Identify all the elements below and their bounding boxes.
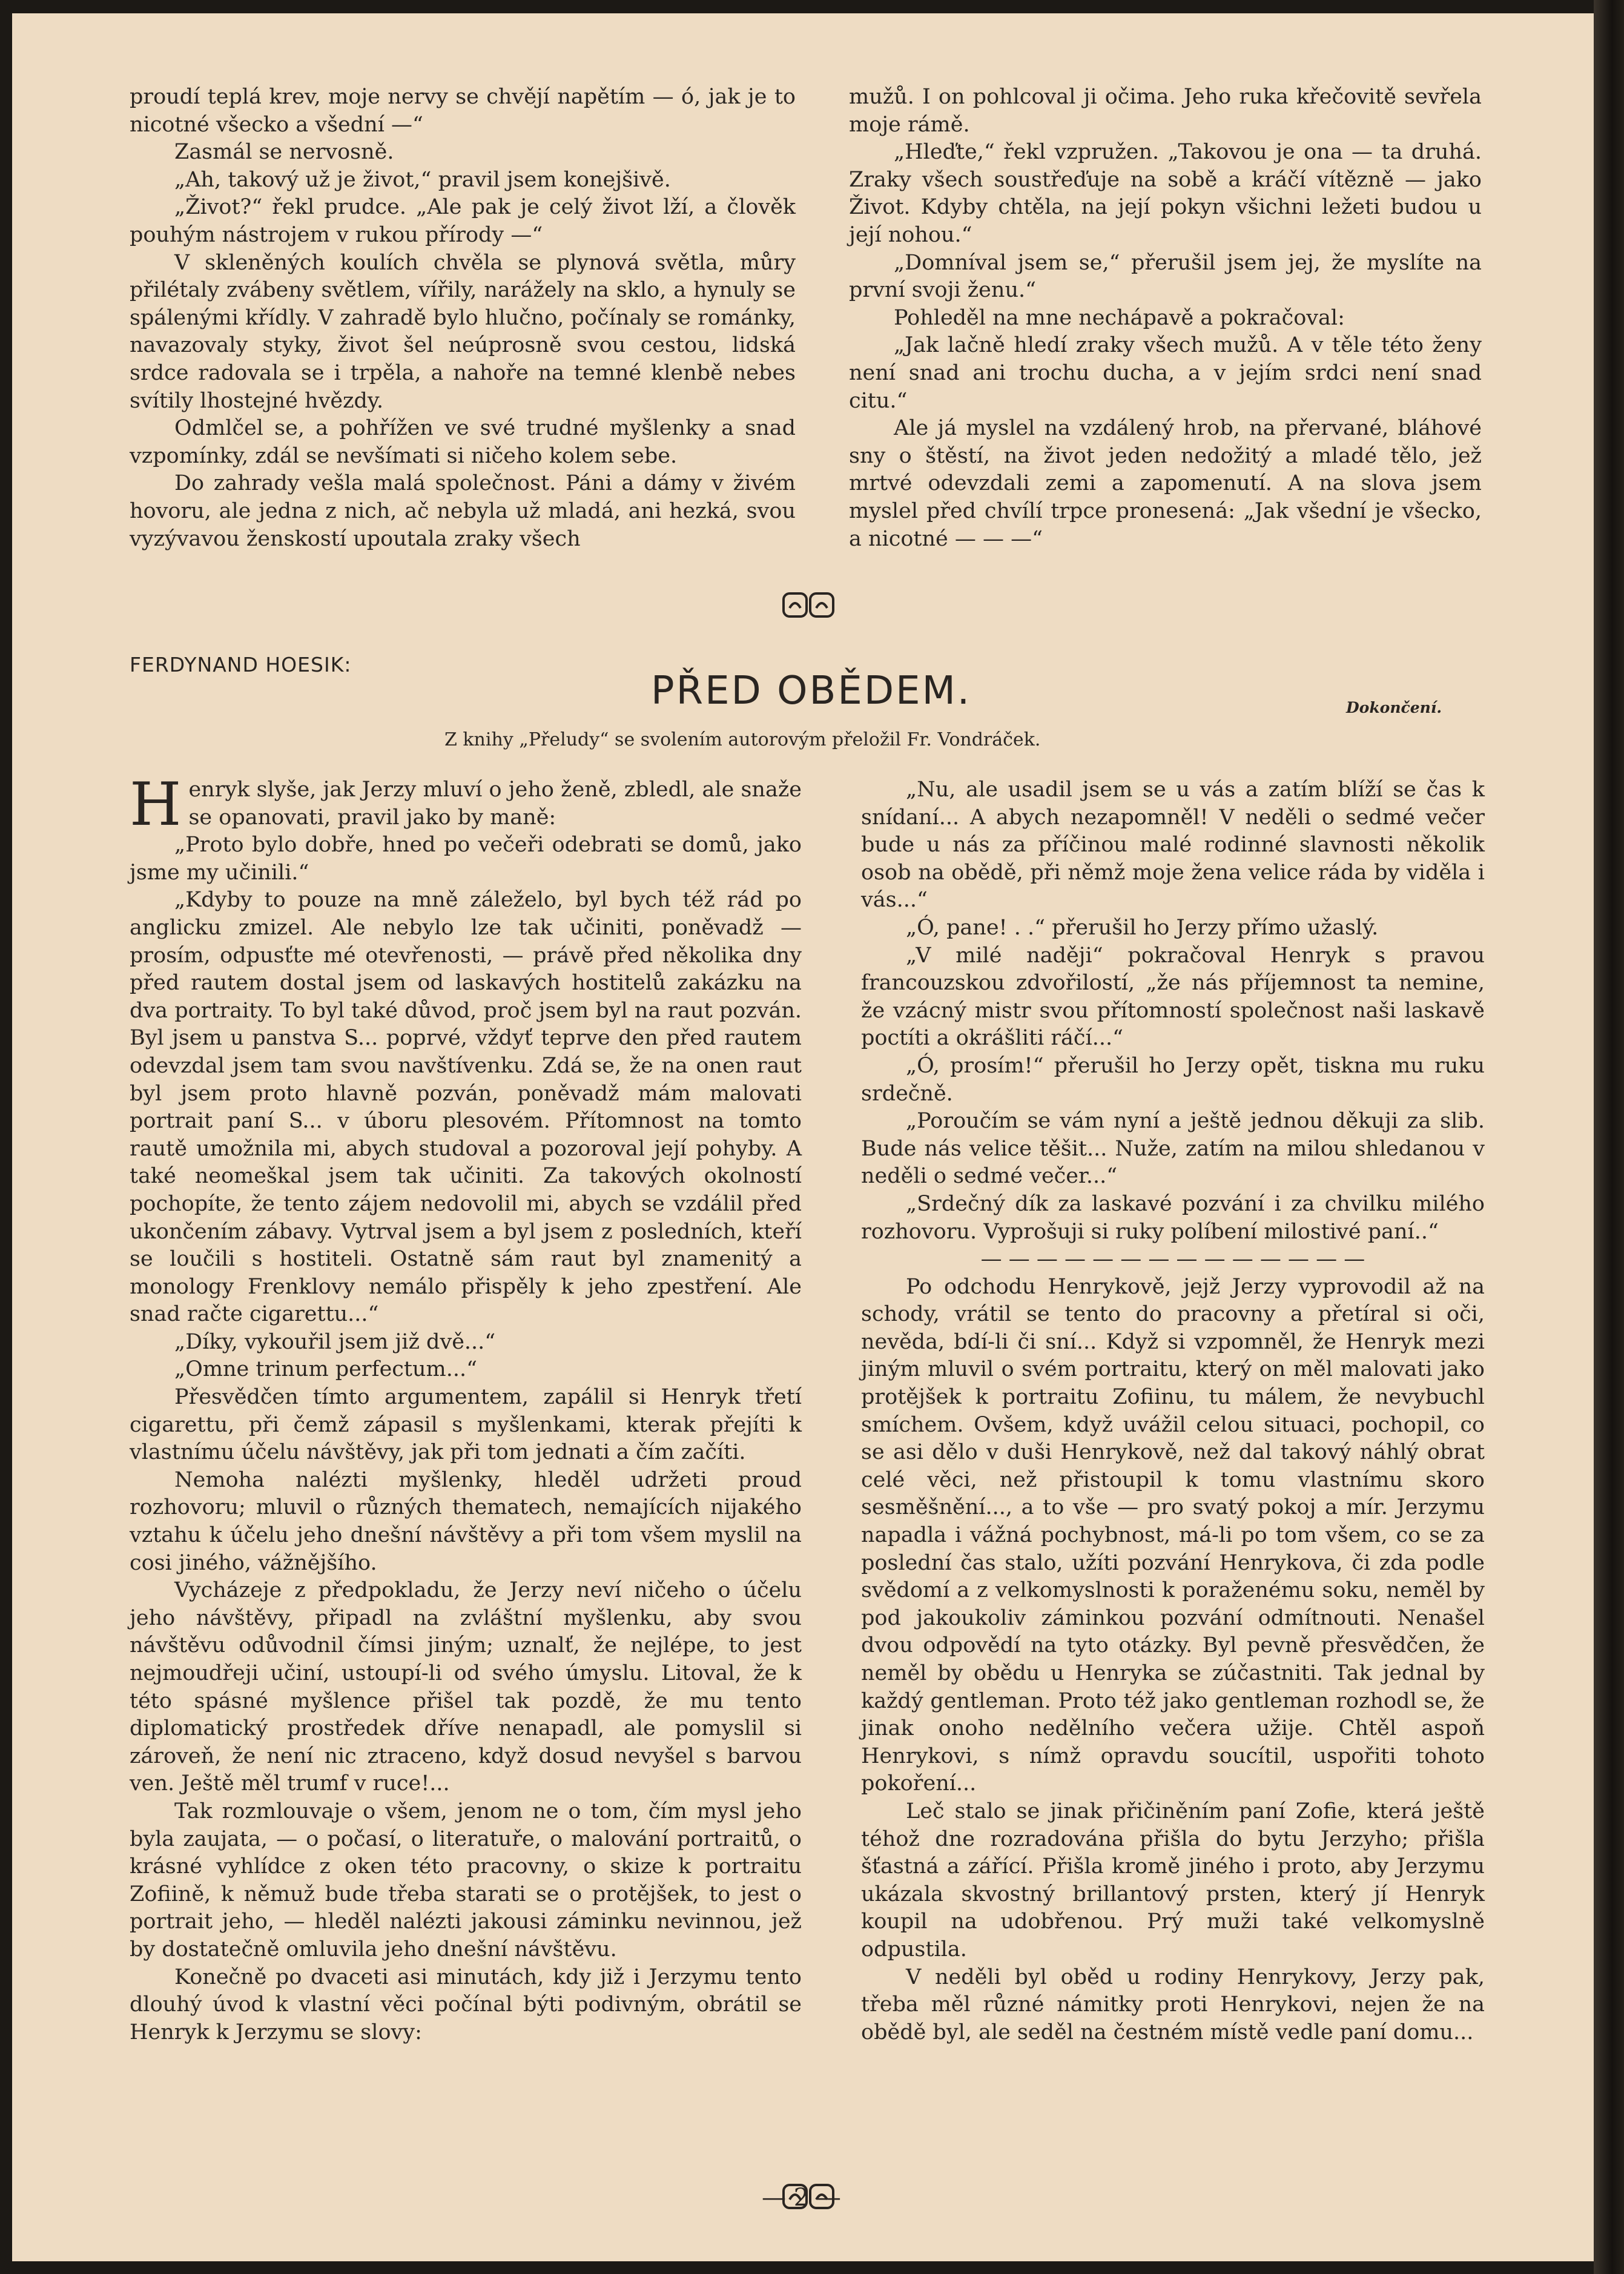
article-title: PŘED OBĚDEM. — [651, 669, 972, 713]
section-separator: — — — — — — — — — — — — — — — [980, 1247, 1365, 1272]
paragraph: „Omne trinum perfectum...“ — [174, 1357, 477, 1382]
paragraph: V neděli byl oběd u rodiny Henrykovy, Jerzy pak, třeba měl různé námitky proti Henrykovi, nejen že na obědě byl, ale seděl na čestném místě vedle paní domu... — [861, 1965, 1485, 2044]
paragraph: Leč stalo se jinak přičiněním paní Zofie, která ještě téhož dne rozradována přišla do bytu Jerzyho; přišla šťastná a zářící. Přišla kromě jiného i proto, aby Jerzymu ukázala skvostný brillantový prsten, který jí Henryk koupil na udobřenou. Prý muži také velkomyslně odpustila. — [861, 1799, 1485, 1962]
paragraph: Pohleděl na mne nechápavě a pokračoval: — [894, 305, 1345, 330]
paragraph: Vycházeje z předpokladu, že Jerzy neví ničeho o účelu jeho návštěvy, připadl na zvláštní myšlenku, aby svou návštěvu odůvodnil čímsi jiným; uznalť, že nejlépe, to jest nejmoudřeji učiní, ustoupí-li od svého úmyslu. Litoval, že k této spásné myšlence přišel tak pozdě, že mu tento diplomatický prostředek dříve nenapadl, ale pomyslil si zároveň, že není nic ztraceno, když dosud nevyšel s barvou ven. Ještě měl trumf v ruce!... — [130, 1578, 802, 1796]
page-number: — 2 — — [762, 2184, 841, 2212]
paragraph: „Proto bylo dobře, hned po večeři odebrati se domů, jako jsme my učinili.“ — [130, 833, 802, 885]
article-subtitle: Z knihy „Přeludy“ se svolením autorovým přeložil Fr. Vondráček. — [444, 729, 1041, 750]
divider-ornament-icon — [781, 590, 836, 620]
paragraph: Tak rozmlouvaje o všem, jenom ne o tom, čím mysl jeho byla zaujata, — o počasí, o literatuře, o malování portraitů, o krásné vyhlídce z oken této pracovny, o skize k portraitu Zofiině, k němuž bude třeba starati se o protějšek, to jest o portrait jeho, — hleděl nalézti jakousi záminku nevinnou, jež by dostatečně omluvila jeho dnešní návštěvu. — [130, 1799, 802, 1962]
paragraph: „Poroučím se vám nyní a ještě jednou děkuji za slib. Bude nás velice těšit... Nuže, zatím na milou shledanou v neděli o sedmé večer...“ — [861, 1109, 1485, 1189]
paragraph: „Ó, prosím!“ přerušil ho Jerzy opět, tiskna mu ruku srdečně. — [861, 1053, 1485, 1106]
paragraph: V skleněných koulích chvěla se plynová světla, můry přilétaly zvábeny světlem, vířily, narážely na sklo, a hynuly se spálenými křídly. V zahradě bylo hlučno, počínaly se románky, navazovaly styky, život šel neúprosně svou cestou, lidská srdce radovala se i trpěla, a nahoře na temné klenbě nebes svítily lhostejné hvězdy. — [130, 250, 796, 413]
continuation-note: Dokončení. — [1346, 699, 1442, 716]
top-left-column — [130, 84, 796, 553]
paragraph: mužů. I on pohlcoval ji očima. Jeho ruka křečovitě sevřela moje rámě. — [849, 85, 1482, 137]
paragraph-text: enryk slyše, jak Jerzy mluví o jeho ženě, zbledl, ale snaže se opanovati, pravil jako by maně: — [188, 778, 802, 830]
paragraph: „Hleďte,“ řekl vzpružen. „Takovou je ona — ta druhá. Zraky všech soustřeďuje na sobě a kráčí vítězně — jako Život. Kdyby chtěla, na její pokyn všichni ležeti budou u její nohou.“ — [849, 140, 1482, 247]
paragraph: Do zahrady vešla malá společnost. Páni a dámy v živém hovoru, ale jedna z nich, ač nebyla už mladá, ani hezká, svou vyzývavou ženskostí upoutala zraky všech — [130, 471, 796, 551]
paragraph: „Díky, vykouřil jsem již dvě...“ — [174, 1329, 496, 1354]
paragraph: Konečně po dvaceti asi minutách, kdy již i Jerzymu tento dlouhý úvod k vlastní věci počínal býti podivným, obrátil se Henryk k Jerzymu se slovy: — [130, 1965, 802, 2044]
paragraph: Nemoha nalézti myšlenky, hleděl udržeti proud rozhovoru; mluvil o různých thematech, nemajících nijakého vztahu k účelu jeho dnešní návštěvy a při tom všem myslil na cosi jiného, vážnějšího. — [130, 1467, 802, 1575]
paragraph: proudí teplá krev, moje nervy se chvějí napětím — ó, jak je to nicotné všecko a všední —“ — [130, 85, 796, 137]
bottom-right-column — [861, 776, 1485, 2046]
author-name: FERDYNAND HOESIK: — [130, 653, 352, 676]
page-edge — [1594, 0, 1624, 2274]
page — [12, 13, 1594, 2261]
paragraph: Zasmál se nervosně. — [174, 140, 394, 165]
paragraph: „Život?“ řekl prudce. „Ale pak je celý život lží, a člověk pouhým nástrojem v rukou přírody —“ — [130, 195, 796, 247]
paragraph: „V milé naději“ pokračoval Henryk s pravou francouzskou zdvořilostí, „že nás příjemnost ta nemine, že vzácný mistr svou přítomností společnost naši laskavě poctíti a okrášliti ráčí...“ — [861, 943, 1485, 1051]
paragraph: „Kdyby to pouze na mně záleželo, byl bych též rád po anglicku zmizel. Ale nebylo lze tak učiniti, poněvadž — prosím, odpusťte mé otevřenosti, — právě před několika dny před rautem dostal jsem od laskavých hostitelů zakázku na dva portraity. To byl také důvod, proč jsem byl na raut pozván. Byl jsem u panstva S... poprvé, vždyť teprve den před rautem odevzdal jsem tam svou navštívenku. Zdá se, že na onen raut byl jsem proto hlavně pozván, poněvadž mám malovati portrait paní S... v úboru plesovém. Přítomnost na tomto rautě umožnila mi, abych studoval a pozoroval její pohyby. A také neomeškal jsem tak učiniti. Za takových okolností pochopíte, že tento zájem nedovolil mi, abych se vzdálil před ukončením zábavy. Vytrval jsem a byl jsem z posledních, kteří se loučili s hostiteli. Ostatně sám raut byl znamenitý a monology Frenklovy nemálo přispěly k jeho zpestření. Ale snad račte cigarettu...“ — [130, 888, 802, 1327]
top-right-column — [849, 84, 1482, 553]
paragraph: „Domníval jsem se,“ přerušil jsem jej, že myslíte na první svoji ženu.“ — [849, 250, 1482, 303]
paragraph: Po odchodu Henrykově, jejž Jerzy vyprovodil až na schody, vrátil se tento do pracovny a přetíral si oči, nevěda, bdí-li či sní... Když si vzpomněl, že Henryk mezi jiným mluvil o svém portraitu, který on měl malovati jako protějšek k portraitu Zofiinu, tu málem, že nevybuchl smíchem. Ovšem, když uvážil celou situaci, pochopil, co se asi dělo v duši Henrykově, než dal takový náhlý obrat celé věci, než přistoupil k tomu vlastnímu skoro sesměšnění..., a to vše — pro svatý pokoj a mír. Jerzymu napadla i vážná pochybnost, má-li po tom všem, co se za poslední čas stalo, užíti pozvání Henrykova, či zda podle svědomí a z velkomyslnosti k poraženému soku, neměl by pod jakoukoliv záminkou pozvání odmítnouti. Nenašel dvou odpovědí na tyto otázky. Byl pevně přesvědčen, že neměl by obědu u Henryka se zúčastniti. Tak jednal by každý gentleman. Proto též jako gentleman rozhodl se, že jinak onoho nedělního večera užije. Chtěl aspoň Henrykovi, s nímž opravdu soucítil, uspořiti tohoto pokoření... — [861, 1274, 1485, 1796]
drop-cap: H — [130, 770, 182, 839]
paragraph: „Jak lačně hledí zraky všech mužů. A v těle této ženy není snad ani trochu ducha, a v jejím srdci není snad citu.“ — [849, 333, 1482, 413]
paragraph: „Nu, ale usadil jsem se u vás a zatím blíží se čas k snídaní... A abych nezapomněl! V neděli o sedmé večer bude u nás za příčinou malé rodinné slavnosti několik osob na obědě, při němž moje žena velice ráda by viděla i vás...“ — [861, 778, 1485, 913]
paragraph: „Ó, pane! . .“ přerušil ho Jerzy přímo užaslý. — [906, 915, 1379, 940]
paragraph — [130, 770, 802, 839]
bottom-left-column — [130, 770, 802, 2046]
paragraph: Odmlčel se, a pohřížen ve své trudné myšlenky a snad vzpomínky, zdál se nevšímati si ničeho kolem sebe. — [130, 416, 796, 468]
paragraph: Ale já myslel na vzdálený hrob, na přervané, bláhové sny o štěstí, na život jeden nedožitý a mladé tělo, jež mrtvé odevzdali zemi a zapomenutí. A na slova jsem myslel před chvílí trpce pronesená: „Jak všední je všecko, a nicotné — — —“ — [849, 416, 1482, 551]
paragraph: Přesvědčen tímto argumentem, zapálil si Henryk třetí cigarettu, při čemž zápasil s myšlenkami, kterak přejíti k vlastnímu účelu návštěvy, jak při tom jednati a čím začíti. — [130, 1385, 802, 1465]
paragraph: „Srdečný dík za laskavé pozvání i za chvilku milého rozhovoru. Vyprošuji si ruky políbení milostivé paní..“ — [861, 1191, 1485, 1244]
paragraph: „Ah, takový už je život,“ pravil jsem konejšivě. — [174, 167, 671, 192]
